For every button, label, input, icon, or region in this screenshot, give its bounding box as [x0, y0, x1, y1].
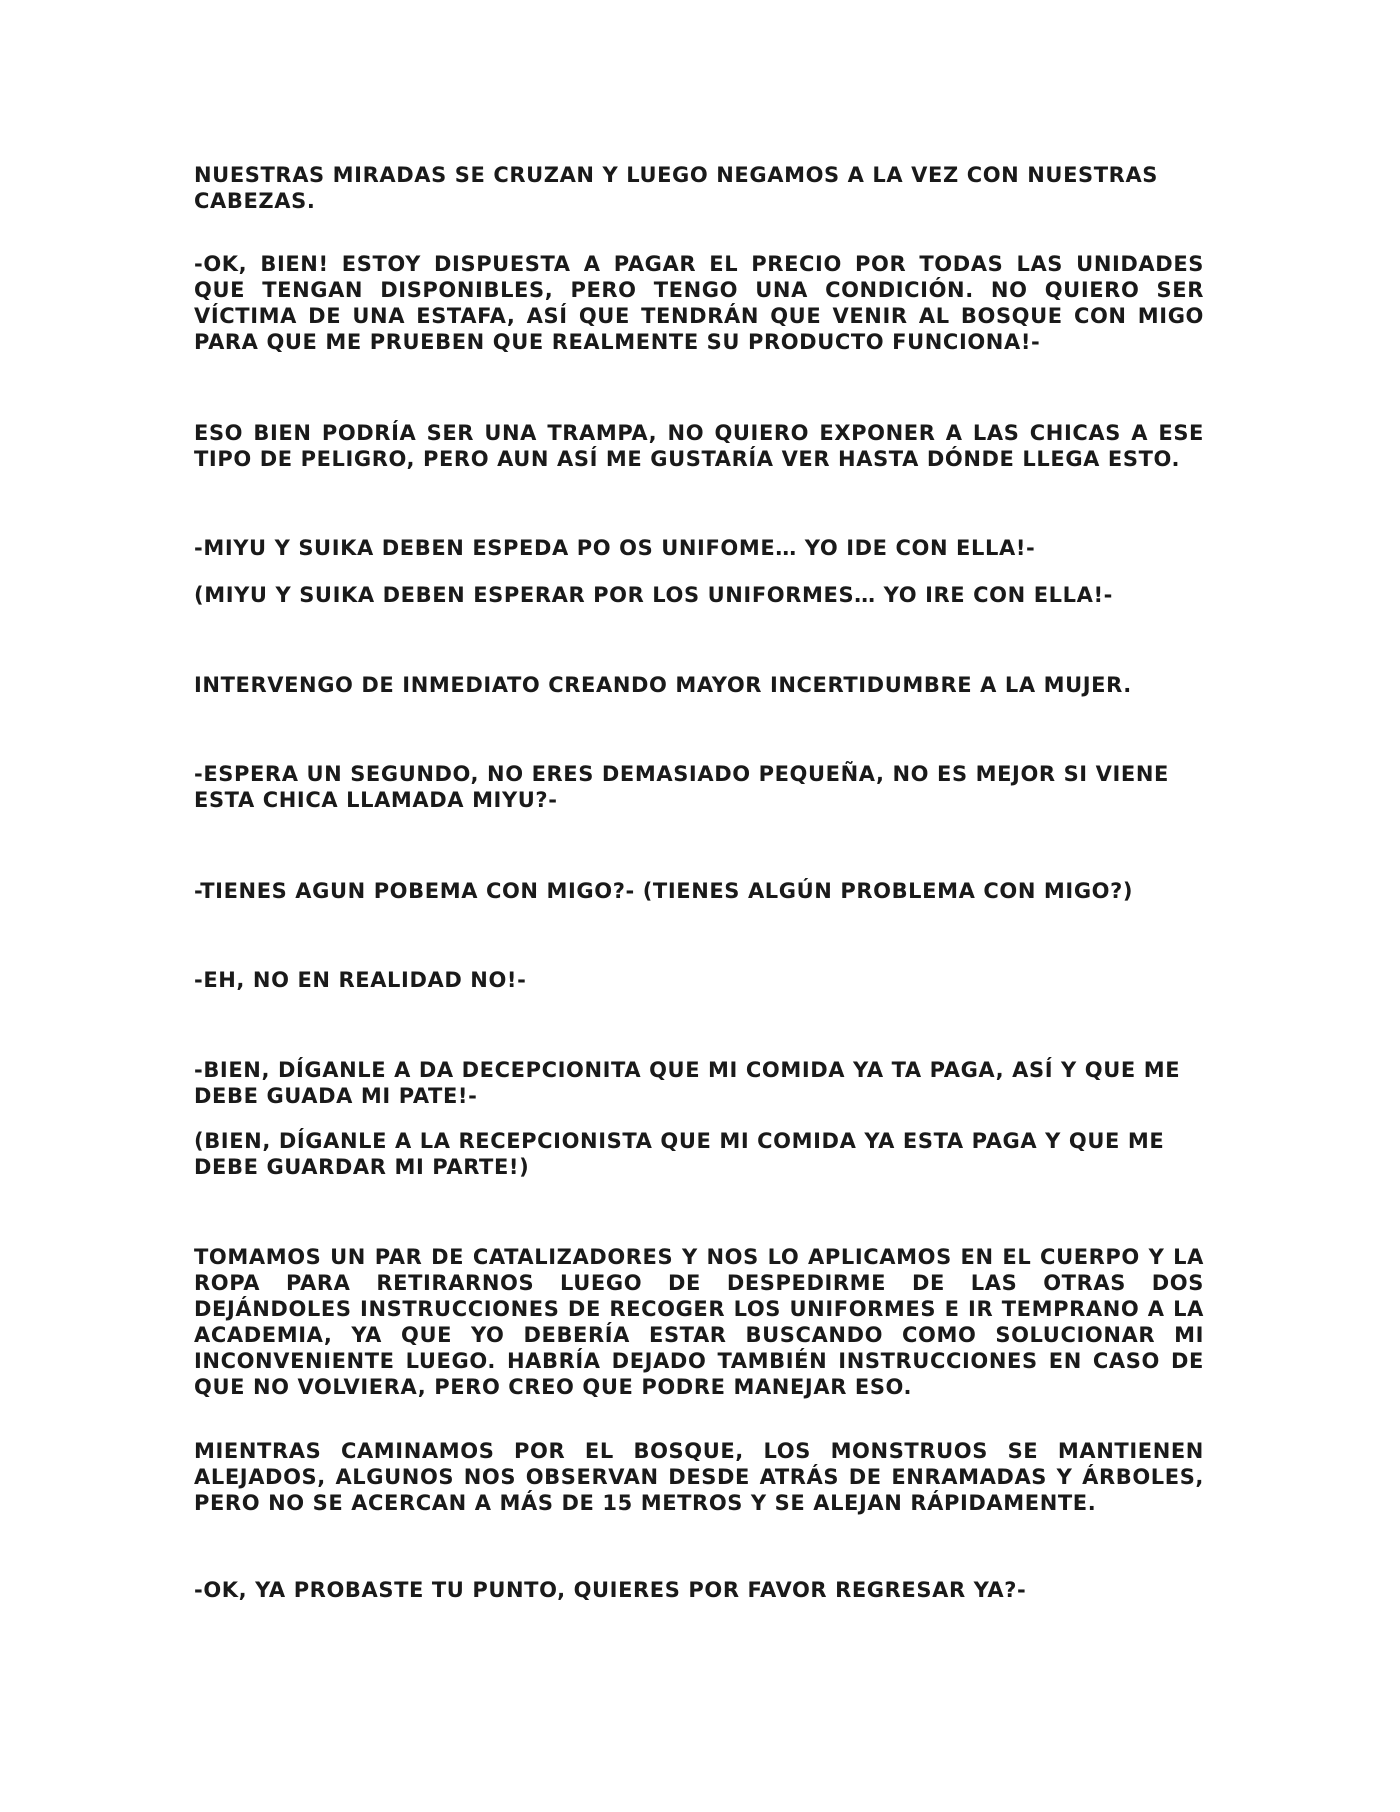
- paragraph-7: -ESPERA UN SEGUNDO, NO ERES DEMASIADO PEQUEÑA, NO ES MEJOR SI VIENE ESTA CHICA LLAMADA MIYU?-: [194, 762, 1169, 812]
- paragraph-1: NUESTRAS MIRADAS SE CRUZAN Y LUEGO NEGAMOS A LA VEZ CON NUESTRAS CABEZAS.: [194, 163, 1159, 213]
- paragraph-2: -OK, BIEN! ESTOY DISPUESTA A PAGAR EL PRECIO POR TODAS LAS UNIDADES QUE TENGAN DISPONIBLES, PERO TENGO UNA CONDICIÓN. NO QUIERO SER VÍCTIMA DE UNA ESTAFA, ASÍ QUE TENDRÁN QUE VENIR AL BOSQUE CON MIGO PARA QUE ME PRUEBEN QUE REALMENTE SU PRODUCTO FUNCIONA!-: [194, 252, 1204, 354]
- paragraph-5: (MIYU Y SUIKA DEBEN ESPERAR POR LOS UNIFORMES… YO IRE CON ELLA!-: [194, 583, 1113, 607]
- paragraph-9: -EH, NO EN REALIDAD NO!-: [194, 968, 527, 992]
- paragraph-8: -TIENES AGUN POBEMA CON MIGO?- (TIENES ALGÚN PROBLEMA CON MIGO?): [194, 879, 1134, 903]
- paragraph-11: (BIEN, DÍGANLE A LA RECEPCIONISTA QUE MI COMIDA YA ESTA PAGA Y QUE ME DEBE GUARDAR MI PARTE!): [194, 1129, 1165, 1179]
- paragraph-14: -OK, YA PROBASTE TU PUNTO, QUIERES POR FAVOR REGRESAR YA?-: [194, 1578, 1027, 1602]
- paragraph-4: -MIYU Y SUIKA DEBEN ESPEDA PO OS UNIFOME… YO IDE CON ELLA!-: [194, 536, 1036, 560]
- paragraph-3: ESO BIEN PODRÍA SER UNA TRAMPA, NO QUIERO EXPONER A LAS CHICAS A ESE TIPO DE PELIGRO, PERO AUN ASÍ ME GUSTARÍA VER HASTA DÓNDE LLEGA ESTO.: [194, 421, 1204, 471]
- paragraph-10: -BIEN, DÍGANLE A DA DECEPCIONITA QUE MI COMIDA YA TA PAGA, ASÍ Y QUE ME DEBE GUADA MI PATE!-: [194, 1058, 1181, 1108]
- paragraph-12: TOMAMOS UN PAR DE CATALIZADORES Y NOS LO APLICAMOS EN EL CUERPO Y LA ROPA PARA RETIRARNOS LUEGO DE DESPEDIRME DE LAS OTRAS DOS DEJÁNDOLES INSTRUCCIONES DE RECOGER LOS UNIFORMES E IR TEMPRANO A LA ACADEMIA, YA QUE YO DEBERÍA ESTAR BUSCANDO COMO SOLUCIONAR MI INCONVENIENTE LUEGO. HABRÍA DEJADO TAMBIÉN INSTRUCCIONES EN CASO DE QUE NO VOLVIERA, PERO CREO QUE PODRE MANEJAR ESO.: [194, 1245, 1204, 1399]
- paragraph-13: MIENTRAS CAMINAMOS POR EL BOSQUE, LOS MONSTRUOS SE MANTIENEN ALEJADOS, ALGUNOS NOS OBSERVAN DESDE ATRÁS DE ENRAMADAS Y ÁRBOLES, PERO NO SE ACERCAN A MÁS DE 15 METROS Y SE ALEJAN RÁPIDAMENTE.: [194, 1439, 1204, 1515]
- paragraph-6: INTERVENGO DE INMEDIATO CREANDO MAYOR INCERTIDUMBRE A LA MUJER.: [194, 673, 1132, 697]
